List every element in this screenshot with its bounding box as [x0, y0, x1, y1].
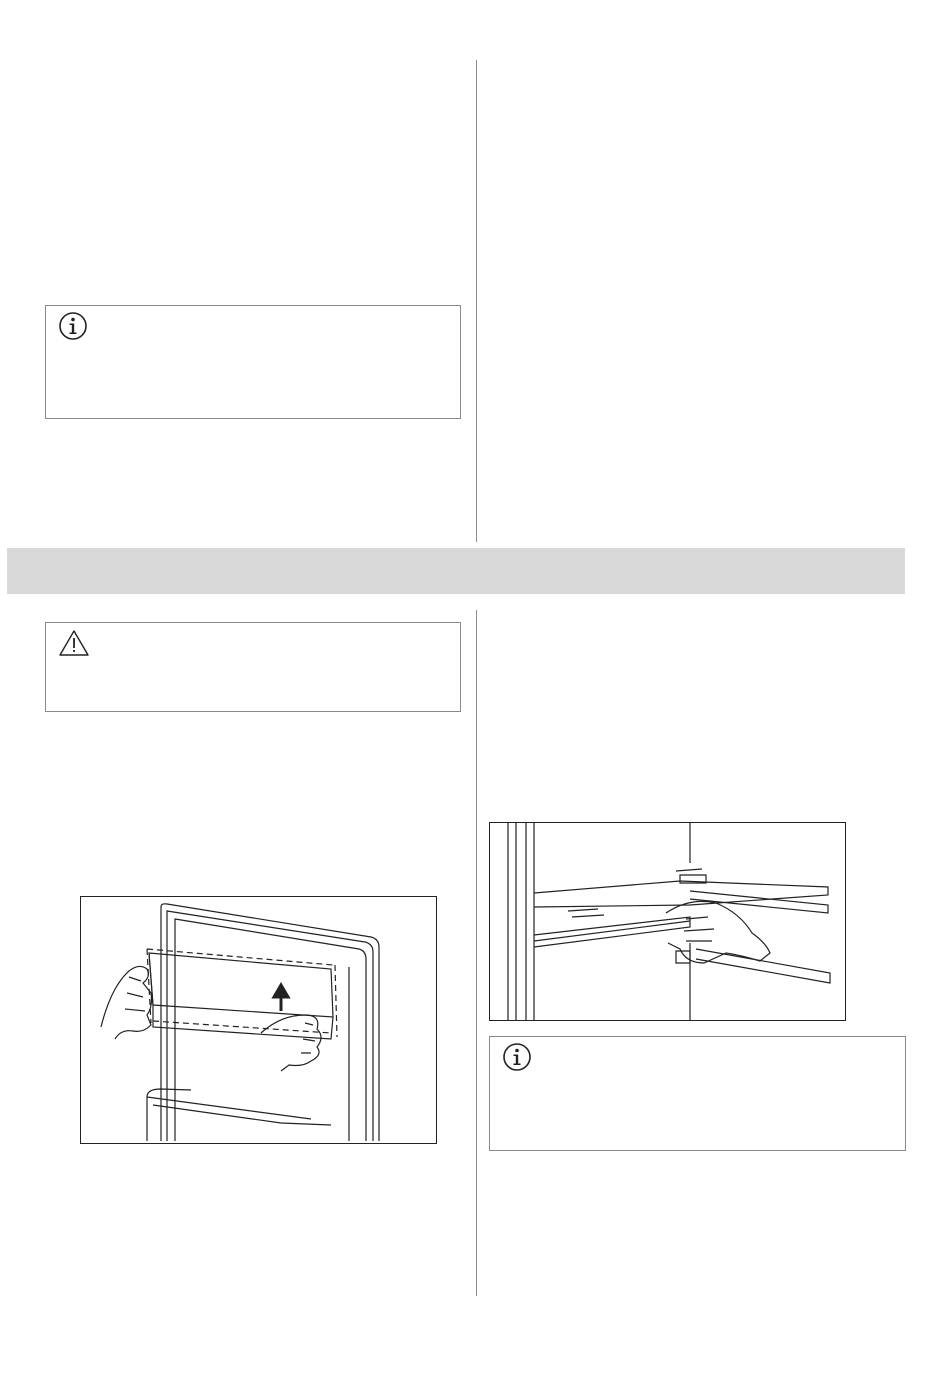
shelf-figure: [489, 822, 846, 1021]
door-balcony-removal-illustration: [81, 897, 436, 1143]
warning-triangle-icon: [58, 628, 90, 658]
door-balcony-figure: [80, 896, 437, 1144]
column-divider-top: [476, 60, 477, 542]
column-divider-bottom: [476, 610, 477, 1296]
section-header-band: [7, 548, 905, 594]
shelf-removal-illustration: [490, 823, 845, 1020]
info-icon: [502, 1042, 532, 1072]
warning-note: [45, 622, 461, 712]
info-note-top-left: [45, 305, 461, 419]
info-note-bottom-right: [489, 1036, 906, 1151]
info-icon: [58, 311, 88, 341]
